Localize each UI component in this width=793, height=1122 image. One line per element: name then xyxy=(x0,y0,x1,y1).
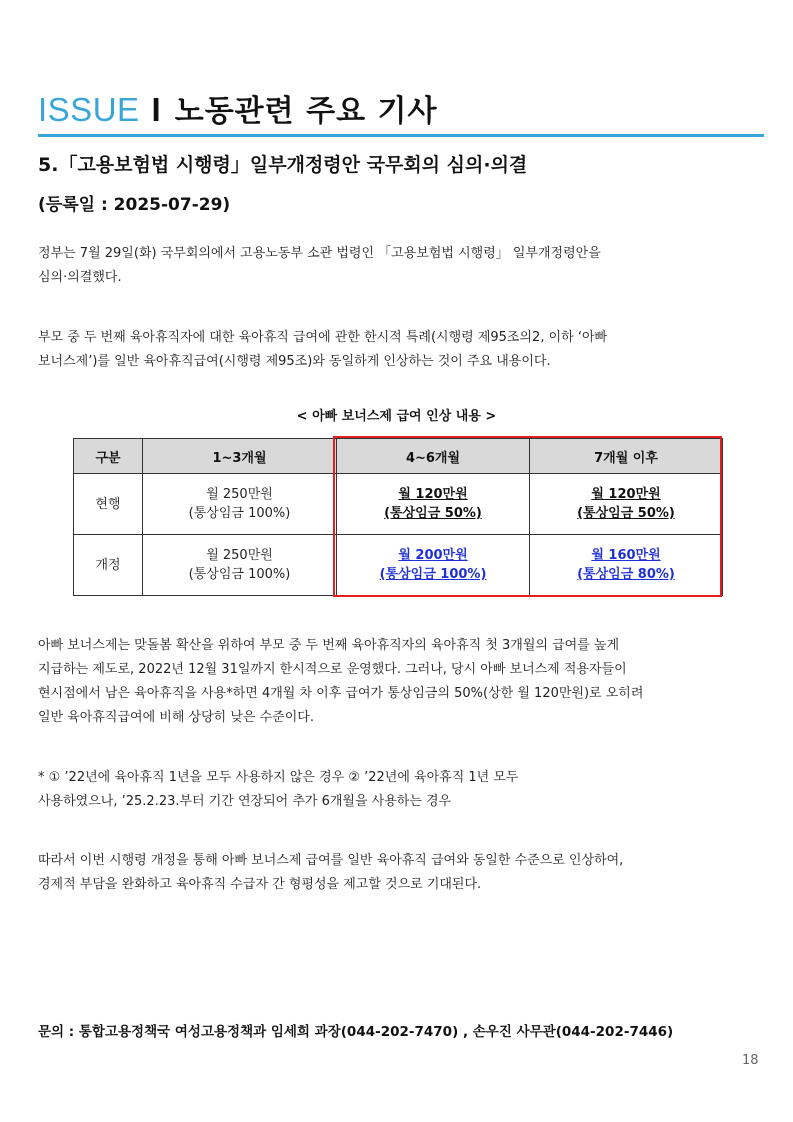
text-line: 경제적 부담을 완화하고 육아휴직 수급자 간 형평성을 제고할 것으로 기대된다. xyxy=(38,877,482,892)
text-line: 정부는 7월 29일(화) 국무회의에서 고용노동부 소관 법령인 「고용보험법 시행령」 일부개정령안을 xyxy=(38,246,601,261)
article-date: (등록일 : 2025-07-29) xyxy=(38,195,231,215)
table-cell xyxy=(143,535,337,596)
page-number: 18 xyxy=(742,1053,759,1068)
table-row-revised xyxy=(74,535,723,596)
cell-rate: (통상임금 50%) xyxy=(384,506,482,521)
table-cell xyxy=(337,535,530,596)
table-cell xyxy=(143,474,337,535)
text-line: 사용하였으나, ’25.2.23.부터 기간 연장되어 추가 6개월을 사용하는 경우 xyxy=(38,794,452,809)
cell-amount: 월 200만원 xyxy=(398,548,468,563)
cell-rate: (통상임금 100%) xyxy=(188,567,291,582)
header-divider xyxy=(38,134,764,137)
cell-amount: 월 250만원 xyxy=(206,548,273,563)
text-line: 심의·의결했다. xyxy=(38,270,122,285)
cell-rate: (통상임금 100%) xyxy=(188,506,291,521)
text-line: 지급하는 제도로, 2022년 12월 31일까지 한시적으로 운영했다. 그러나, 당시 아빠 보너스제 적용자들이 xyxy=(38,662,627,677)
text-line: 아빠 보너스제는 맞돌봄 확산을 위하여 부모 중 두 번째 육아휴직자의 육아휴직 첫 3개월의 급여를 높게 xyxy=(38,638,620,653)
table-header-cell: 7개월 이후 xyxy=(530,439,723,474)
table-cell xyxy=(530,474,723,535)
row-label: 개정 xyxy=(74,535,143,596)
paragraph-conclusion xyxy=(38,849,755,897)
section-title: 노동관련 주요 기사 xyxy=(174,94,438,129)
article-title: 5.「고용보험법 시행령」일부개정령안 국무회의 심의·의결 xyxy=(38,154,528,176)
cell-amount: 월 120만원 xyxy=(398,487,468,502)
table-row-current xyxy=(74,474,723,535)
cell-rate: (통상임금 100%) xyxy=(379,567,487,582)
cell-amount: 월 250만원 xyxy=(206,487,273,502)
table-cell xyxy=(337,474,530,535)
contact-info: 문의 : 통합고용정책국 여성고용정책과 임세희 과장(044-202-7470) , 손우진 사무관(044-202-7446) xyxy=(38,1024,674,1040)
text-line: 부모 중 두 번째 육아휴직자에 대한 육아휴직 급여에 관한 한시적 특례(시행령 제95조의2, 이하 ‘아빠 xyxy=(38,330,608,345)
table-cell xyxy=(530,535,723,596)
text-line: 일반 육아휴직급여에 비해 상당히 낮은 수준이다. xyxy=(38,710,314,725)
footnote xyxy=(38,766,755,814)
cell-amount: 월 120만원 xyxy=(591,487,661,502)
cell-rate: (통상임금 50%) xyxy=(577,506,675,521)
cell-rate: (통상임금 80%) xyxy=(577,567,675,582)
header-separator: I xyxy=(151,91,161,128)
text-line: * ① ’22년에 육아휴직 1년을 모두 사용하지 않은 경우 ② ’22년에 육아휴직 1년 모두 xyxy=(38,770,519,785)
text-line: 보너스제’)를 일반 육아휴직급여(시행령 제95조)와 동일하게 인상하는 것이 주요 내용이다. xyxy=(38,354,551,369)
section-header xyxy=(38,86,764,134)
table-header-cell: 구분 xyxy=(74,439,143,474)
bonus-table xyxy=(73,438,723,596)
table-caption: < 아빠 보너스제 급여 인상 내용 > xyxy=(296,409,497,424)
table-header-cell: 1~3개월 xyxy=(143,439,337,474)
paragraph-intro xyxy=(38,242,755,290)
cell-amount: 월 160만원 xyxy=(591,548,661,563)
text-line: 따라서 이번 시행령 개정을 통해 아빠 보너스제 급여를 일반 육아휴직 급여와 동일한 수준으로 인상하여, xyxy=(38,853,624,868)
paragraph-background xyxy=(38,634,755,730)
text-line: 현시점에서 남은 육아휴직을 사용*하면 4개월 차 이후 급여가 통상임금의 50%(상한 월 120만원)로 오히려 xyxy=(38,686,644,701)
row-label: 현행 xyxy=(74,474,143,535)
paragraph-summary xyxy=(38,326,755,374)
issue-label: ISSUE xyxy=(38,91,140,128)
table-header-cell: 4~6개월 xyxy=(337,439,530,474)
table-header-row xyxy=(74,439,723,474)
